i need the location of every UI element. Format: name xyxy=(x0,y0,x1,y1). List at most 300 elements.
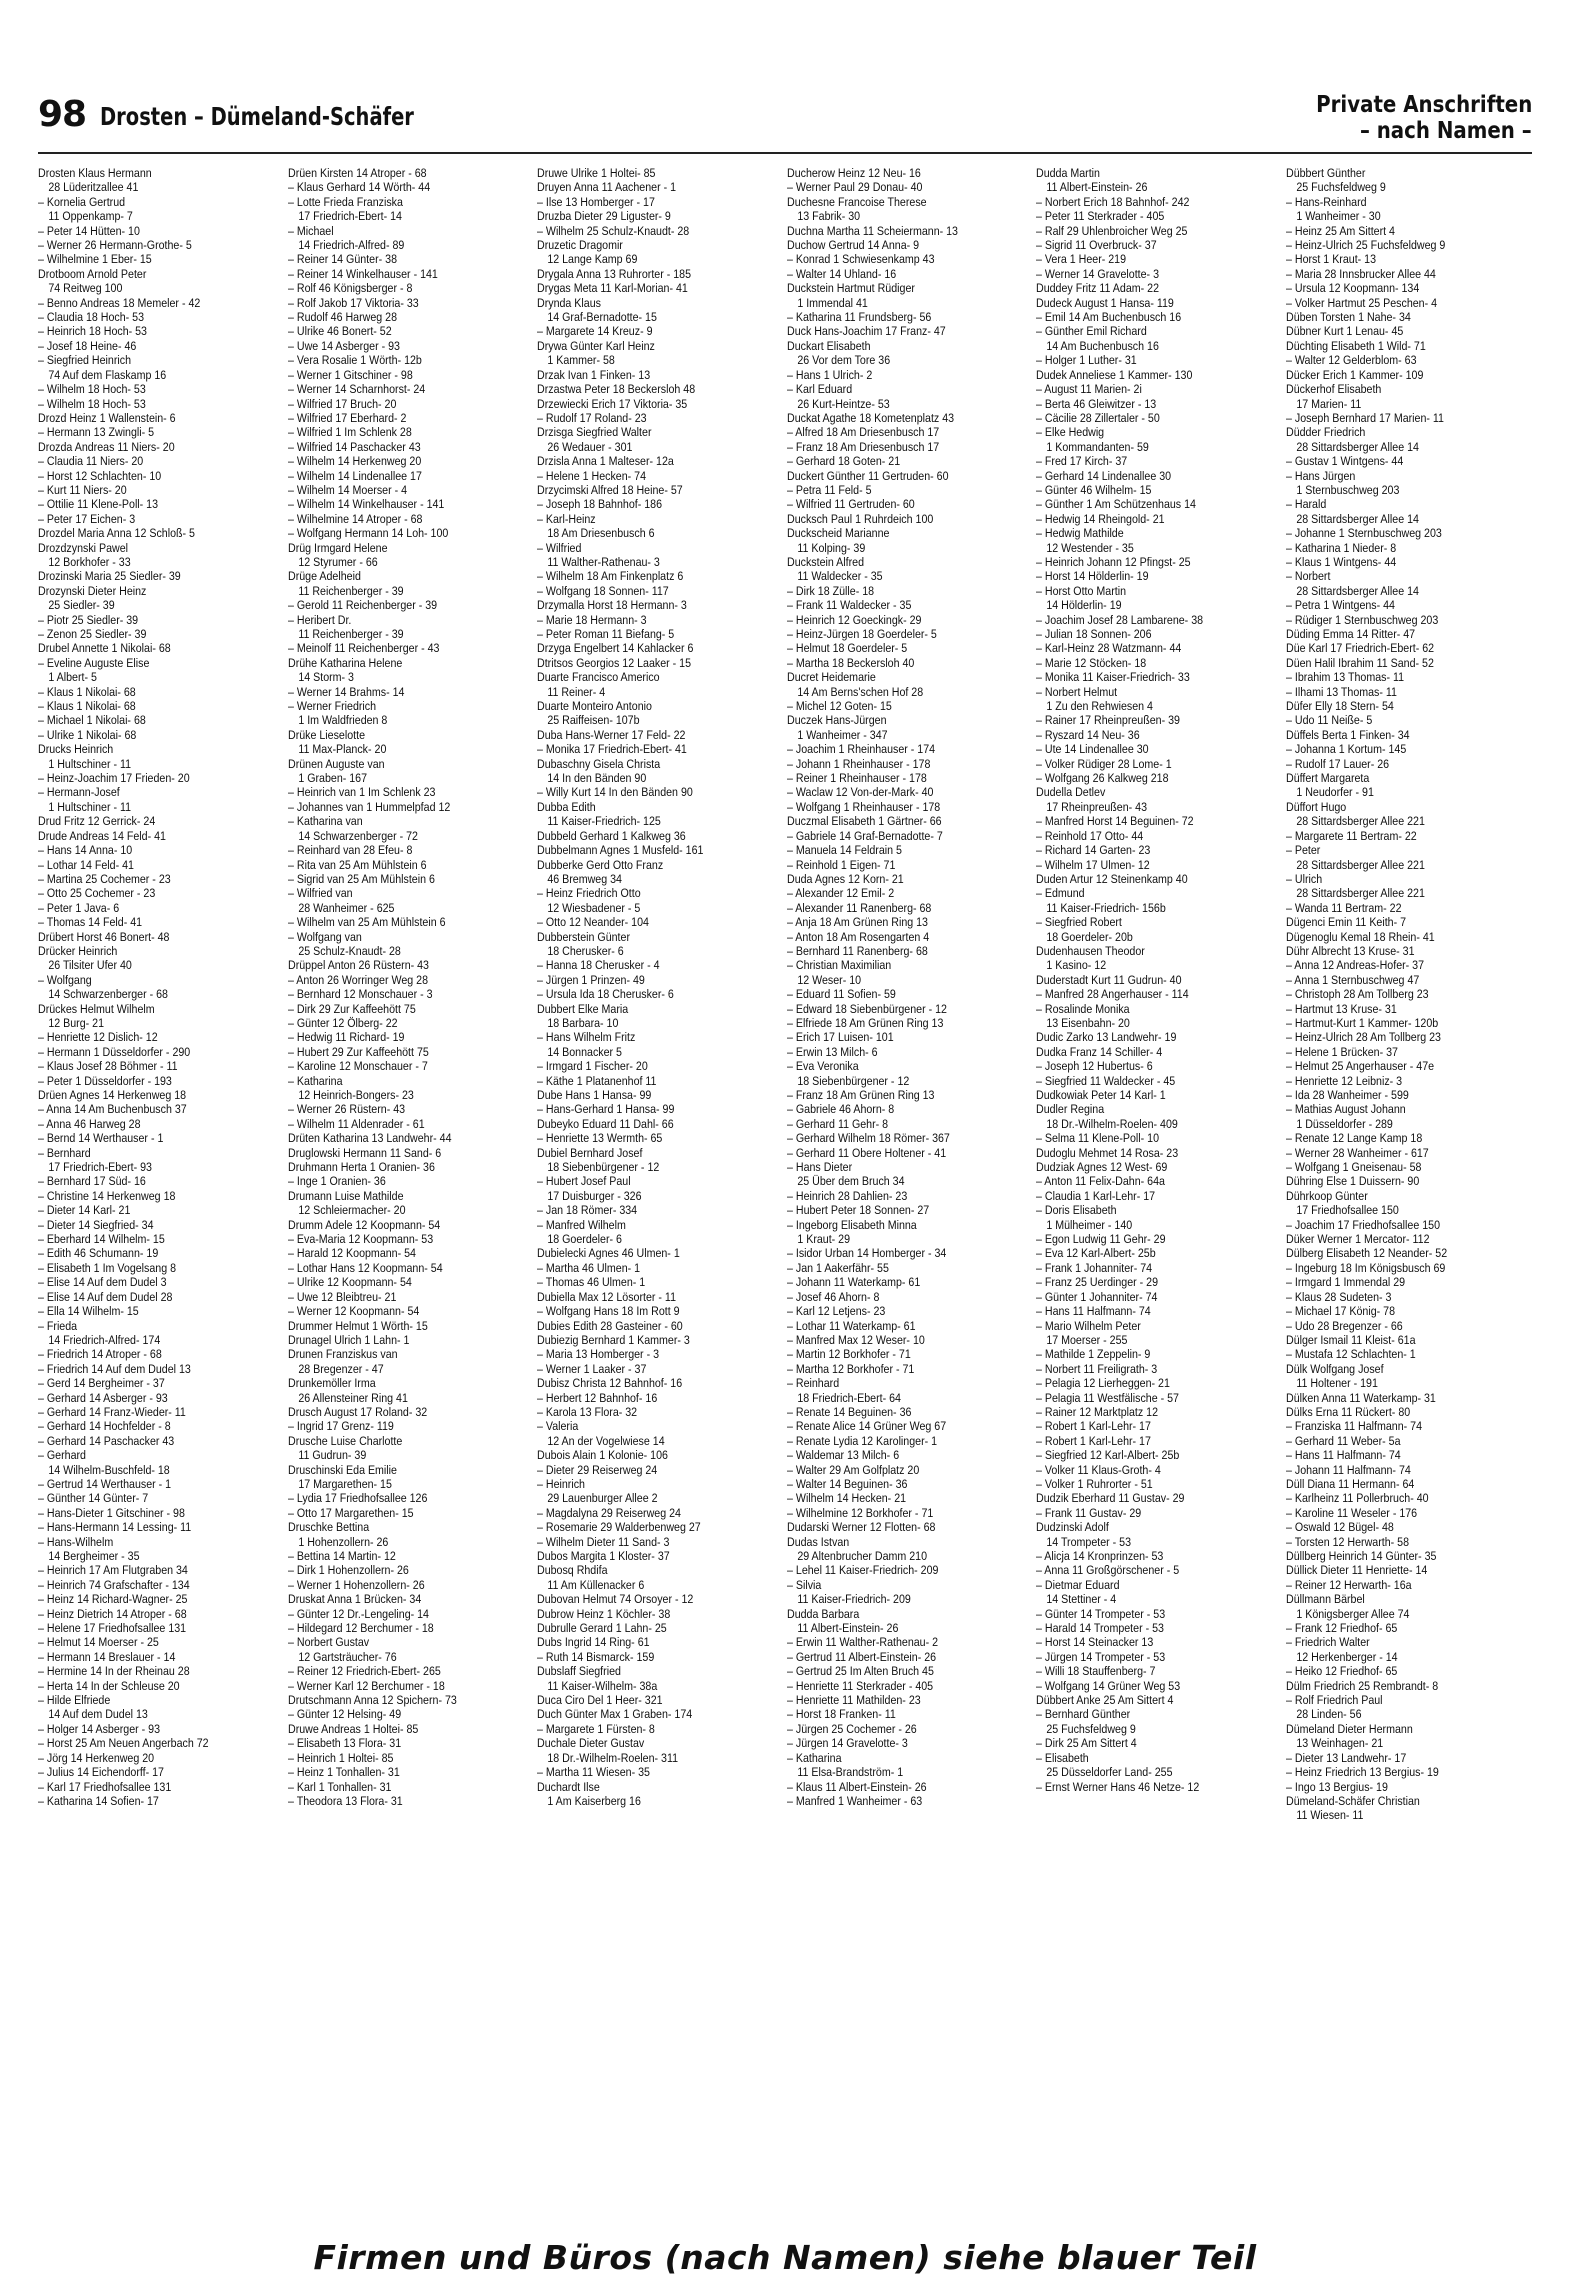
directory-line: – Ilse 13 Homberger - 17 xyxy=(537,194,656,209)
directory-line: Duczmal Elisabeth 1 Gärtner- 66 xyxy=(786,814,942,829)
directory-line: – Petra 1 Wintgens- 44 xyxy=(1285,598,1395,613)
directory-line: – Werner 28 Wanheimer - 617 xyxy=(1285,1145,1429,1160)
directory-line: – Lothar Hans 12 Koopmann- 54 xyxy=(287,1260,443,1275)
directory-line: 28 Bregenzer - 47 xyxy=(297,1361,384,1376)
directory-line: – Anna 12 Andreas-Hofer- 37 xyxy=(1285,958,1424,973)
directory-line: – Jan 18 Römer- 334 xyxy=(537,1203,638,1218)
directory-line: – Martin 12 Borkhofer - 71 xyxy=(786,1347,911,1362)
directory-line: – Eberhard 14 Wilhelm- 15 xyxy=(38,1232,165,1247)
directory-line: Dümeland-Schäfer Christian xyxy=(1285,1793,1420,1808)
directory-line: Duckstein Alfred xyxy=(786,554,864,569)
directory-line: – Henriette 11 Mathilden- 23 xyxy=(786,1693,921,1708)
directory-line: 12 An der Vogelwiese 14 xyxy=(547,1433,665,1448)
directory-line: Dudenhausen Theodor xyxy=(1036,943,1146,958)
directory-line: – Werner 14 Scharnhorst- 24 xyxy=(287,382,425,397)
directory-line: Dubrow Heinz 1 Köchler- 38 xyxy=(537,1606,671,1621)
directory-line: – Heinz Friedrich Otto xyxy=(537,886,641,901)
directory-line: 1 Mülheimer - 140 xyxy=(1046,1217,1133,1232)
directory-line: – Käthe 1 Platanenhof 11 xyxy=(537,1073,657,1088)
directory-line: – Wilhelm 18 Am Finkenplatz 6 xyxy=(537,569,684,584)
directory-line: 1 Zu den Rehwiesen 4 xyxy=(1046,699,1154,714)
directory-line: 1 Albert- 5 xyxy=(48,670,97,685)
directory-line: Dubovan Helmut 74 Orsoyer - 12 xyxy=(537,1592,694,1607)
directory-line: – Katharina 11 Frundsberg- 56 xyxy=(786,310,932,325)
directory-line: – Frank 11 Waldecker - 35 xyxy=(786,598,912,613)
directory-line: – Hubert 29 Zur Kaffeehött 75 xyxy=(287,1044,429,1059)
directory-line: – Harald 14 Trompeter - 53 xyxy=(1036,1621,1165,1636)
directory-line: – Hans Wilhelm Fritz xyxy=(537,1030,636,1045)
directory-line: – Wilhelm 14 Lindenallee 17 xyxy=(287,468,422,483)
directory-line: – Wilhelmine 12 Borkhofer - 71 xyxy=(786,1505,934,1520)
directory-line: – Friedrich 14 Atroper - 68 xyxy=(38,1347,162,1362)
directory-line: Druwe Ulrike 1 Holtei- 85 xyxy=(537,166,656,180)
directory-line: Druyen Anna 11 Aachener - 1 xyxy=(537,180,677,195)
directory-line: – Wilhelm 14 Winkelhauser - 141 xyxy=(287,497,444,512)
directory-line: Drozynski Dieter Heinz xyxy=(38,583,147,598)
directory-line: 11 Reichenberger - 39 xyxy=(297,583,404,598)
directory-line: – Michael 1 Nikolai- 68 xyxy=(38,713,146,728)
directory-line: – Walter 29 Am Golfplatz 20 xyxy=(786,1462,920,1477)
directory-line: 28 Lüderitzallee 41 xyxy=(48,180,139,195)
directory-line: – Manfred Horst 14 Beguinen- 72 xyxy=(1036,814,1194,829)
directory-line: – Christian Maximilian xyxy=(786,958,892,973)
directory-line: – Norbert xyxy=(1285,569,1331,584)
directory-line: – Helmut 14 Moerser - 25 xyxy=(38,1635,159,1650)
directory-line: 74 Auf dem Flaskamp 16 xyxy=(48,367,167,382)
directory-line: – Irmgard 1 Immendal 29 xyxy=(1285,1275,1406,1290)
directory-line: – Alfred 18 Am Driesenbusch 17 xyxy=(786,425,940,440)
directory-line: – Benno Andreas 18 Memeler - 42 xyxy=(38,295,201,310)
directory-line: 14 Friedrich-Alfred- 89 xyxy=(297,238,404,253)
directory-line: – Norbert 11 Freiligrath- 3 xyxy=(1036,1361,1158,1376)
directory-line: – Peter 17 Eichen- 3 xyxy=(38,511,136,526)
directory-line: – Edmund xyxy=(1036,886,1085,901)
directory-line: Dudziak Agnes 12 West- 69 xyxy=(1036,1160,1168,1175)
directory-line: – Silvia xyxy=(786,1577,822,1592)
directory-line: – Friedrich 14 Auf dem Dudel 13 xyxy=(38,1361,191,1376)
directory-line: – Heinrich 12 Goeckingk- 29 xyxy=(786,612,922,627)
directory-line: – Walter 14 Uhland- 16 xyxy=(786,266,896,281)
directory-line: Dudeck August 1 Hansa- 119 xyxy=(1036,295,1175,310)
directory-line: – Rosalinde Monika xyxy=(1036,1001,1130,1016)
directory-line: Dührkoop Günter xyxy=(1285,1188,1368,1203)
directory-line: Dügenoglu Kemal 18 Rhein- 41 xyxy=(1285,929,1435,944)
directory-line: 1 Kommandanten- 59 xyxy=(1046,439,1150,454)
directory-line: 1 Immendal 41 xyxy=(797,295,868,310)
directory-line: – Klaus 11 Albert-Einstein- 26 xyxy=(786,1779,927,1794)
directory-line: – Josef 18 Heine- 46 xyxy=(38,338,137,353)
directory-line: Drübert Horst 46 Bonert- 48 xyxy=(38,929,170,944)
directory-line: – Hans 11 Halfmann- 74 xyxy=(1036,1304,1152,1319)
directory-line: – Anna 1 Sternbuschweg 47 xyxy=(1285,972,1420,987)
directory-line: Drosten Klaus Hermann xyxy=(38,166,152,180)
directory-line: Dudda Martin xyxy=(1036,166,1101,180)
page-header xyxy=(38,86,1532,148)
directory-line: – Werner Paul 29 Donau- 40 xyxy=(786,180,923,195)
directory-line: 28 Sittardsberger Allee 14 xyxy=(1296,511,1419,526)
directory-line: – Gerold 11 Reichenberger - 39 xyxy=(287,598,437,613)
directory-line: – Martha 46 Ulmen- 1 xyxy=(537,1260,641,1275)
directory-line: – Manfred Max 12 Weser- 10 xyxy=(786,1332,925,1347)
directory-line: – Klaus 28 Sudeten- 3 xyxy=(1285,1289,1392,1304)
directory-line: – Gerhard 14 Asberger - 93 xyxy=(38,1390,168,1405)
directory-line: – Cäcilie 28 Zillertaler - 50 xyxy=(1036,410,1161,425)
directory-line: – Ingeborg Elisabeth Minna xyxy=(786,1217,917,1232)
directory-line: 12 Weser- 10 xyxy=(797,972,861,987)
directory-line: – Joseph 18 Bahnhof- 186 xyxy=(537,497,663,512)
directory-line: Düe Karl 17 Friedrich-Ebert- 62 xyxy=(1285,641,1435,656)
directory-line: – Norbert Erich 18 Bahnhof- 242 xyxy=(1036,194,1190,209)
directory-line: Dubosq Rhdifa xyxy=(537,1563,608,1578)
directory-line: – Hans Jürgen xyxy=(1285,468,1356,483)
directory-line: 1 Graben- 167 xyxy=(297,771,367,786)
directory-line: – Jörg 14 Herkenweg 20 xyxy=(38,1750,155,1765)
directory-line: Druschinski Eda Emilie xyxy=(287,1462,397,1477)
directory-line: Drucks Heinrich xyxy=(38,742,114,757)
directory-line: – Walter 14 Beguinen- 36 xyxy=(786,1476,908,1491)
directory-line: 14 Friedrich-Alfred- 174 xyxy=(48,1332,161,1347)
directory-line: – Horst 25 Am Neuen Angerbach 72 xyxy=(38,1736,209,1751)
directory-line: – Heinz-Ulrich 28 Am Tollberg 23 xyxy=(1285,1030,1441,1045)
directory-line: Duckert Günther 11 Gertruden- 60 xyxy=(786,468,949,483)
directory-line: – Dirk 1 Hohenzollern- 26 xyxy=(287,1563,409,1578)
directory-line: – Gertrud 11 Albert-Einstein- 26 xyxy=(786,1649,936,1664)
directory-line: – Joseph 12 Hubertus- 6 xyxy=(1036,1059,1154,1074)
directory-line: – Heinrich 17 Am Flutgraben 34 xyxy=(38,1563,188,1578)
directory-line: – Vera 1 Heer- 219 xyxy=(1036,252,1127,267)
directory-line: – Karoline 11 Weseler - 176 xyxy=(1285,1505,1418,1520)
directory-line: 12 Schleiermacher- 20 xyxy=(297,1203,406,1218)
directory-line: – Erwin 11 Walther-Rathenau- 2 xyxy=(786,1635,938,1650)
directory-line: – Heinz 1 Tonhallen- 31 xyxy=(287,1765,400,1780)
directory-line: – Peter 1 Java- 6 xyxy=(38,900,120,915)
directory-line: – Wilfried xyxy=(537,540,582,555)
directory-line: – Reiner 14 Winkelhauser - 141 xyxy=(287,266,438,281)
directory-line: – Helene 17 Friedhofsallee 131 xyxy=(38,1621,187,1636)
directory-line: – Lydia 17 Friedhofsallee 126 xyxy=(287,1491,428,1506)
directory-line: Drzisga Siegfried Walter xyxy=(537,425,652,440)
directory-line: – Rudolf 17 Lauer- 26 xyxy=(1285,756,1390,771)
directory-line: 18 Goerdeler- 6 xyxy=(547,1232,623,1247)
directory-line: Druzba Dieter 29 Liguster- 9 xyxy=(537,209,672,224)
directory-line: 25 Fuchsfeldweg 9 xyxy=(1296,180,1386,195)
directory-line: Dudella Detlev xyxy=(1036,785,1106,800)
directory-line: – Rainer 17 Rheinpreußen- 39 xyxy=(1036,713,1181,728)
directory-line: – Berta 46 Gleiwitzer - 13 xyxy=(1036,396,1157,411)
directory-line: – Hermann 14 Breslauer - 14 xyxy=(38,1649,176,1664)
directory-line: – Ottilie 11 Klene-Poll- 13 xyxy=(38,497,159,512)
directory-line: 26 Tilsiter Ufer 40 xyxy=(48,958,132,973)
directory-line: Dubberstein Günter xyxy=(537,929,631,944)
directory-line: – Franz 18 Am Driesenbusch 17 xyxy=(786,439,940,454)
directory-line: – Wolfgang Hermann 14 Loh- 100 xyxy=(287,526,448,541)
directory-line: 1 Kraut- 29 xyxy=(797,1232,850,1247)
directory-line: – Maria 13 Homberger - 3 xyxy=(537,1347,660,1362)
directory-line: 14 Schwarzenberger - 72 xyxy=(297,828,418,843)
directory-line: 17 Moerser - 255 xyxy=(1046,1332,1128,1347)
directory-line: – Horst 14 Steinacker 13 xyxy=(1036,1635,1154,1650)
directory-line: Drüen Kirsten 14 Atroper - 68 xyxy=(287,166,427,180)
directory-line: 18 Friedrich-Ebert- 64 xyxy=(797,1390,901,1405)
directory-line: – Willi 18 Stauffenberg- 7 xyxy=(1036,1664,1156,1679)
directory-line: – Klaus 1 Nikolai- 68 xyxy=(38,684,136,699)
directory-line: – Uwe 12 Bleibtreu- 21 xyxy=(287,1289,396,1304)
directory-line: – Mustafa 12 Schlachten- 1 xyxy=(1285,1347,1416,1362)
directory-line: – Wilfried 17 Eberhard- 2 xyxy=(287,410,407,425)
directory-line: 11 Kaiser-Friedrich- 209 xyxy=(797,1592,911,1607)
directory-line: – Heinz 25 Am Sittert 4 xyxy=(1285,223,1395,238)
directory-line: – Eva Veronika xyxy=(786,1059,859,1074)
directory-line: – Frank 1 Johanniter- 74 xyxy=(1036,1260,1153,1275)
directory-line: – Wolfgang van xyxy=(287,929,362,944)
directory-line: – Lothar 11 Waterkamp- 61 xyxy=(786,1318,916,1333)
directory-line: Dubs Ingrid 14 Ring- 61 xyxy=(537,1635,650,1650)
directory-line: – Werner 26 Hermann-Grothe- 5 xyxy=(38,238,192,253)
directory-line: Duckat Agathe 18 Kometenplatz 43 xyxy=(786,410,954,425)
directory-line: – Harald 12 Koopmann- 54 xyxy=(287,1246,416,1261)
directory-line: Duarte Francisco Americo xyxy=(537,670,660,685)
directory-line: 12 Westender - 35 xyxy=(1046,540,1135,555)
directory-line: – Elisabeth 13 Flora- 31 xyxy=(287,1736,401,1751)
directory-line: – Egon Ludwig 11 Gehr- 29 xyxy=(1036,1232,1166,1247)
directory-line: – Anton 18 Am Rosengarten 4 xyxy=(786,929,929,944)
directory-line: – Henriette 12 Leibniz- 3 xyxy=(1285,1073,1403,1088)
directory-line: Ducret Heidemarie xyxy=(786,670,876,685)
directory-line: – Irmgard 1 Fischer- 20 xyxy=(537,1059,648,1074)
directory-line: – Erwin 13 Milch- 6 xyxy=(786,1044,878,1059)
directory-line: – Heinz-Joachim 17 Frieden- 20 xyxy=(38,771,190,786)
directory-line: – Anna 14 Am Buchenbusch 37 xyxy=(38,1102,187,1117)
directory-line: Dübner Kurt 1 Lenau- 45 xyxy=(1285,324,1404,339)
directory-line: – Frieda xyxy=(38,1318,78,1333)
directory-line: Dubisz Christa 12 Bahnhof- 16 xyxy=(537,1376,683,1391)
directory-line: – Wilhelm 14 Hecken- 21 xyxy=(786,1491,906,1506)
directory-line: 1 Neudorfer - 91 xyxy=(1296,785,1374,800)
directory-line: – Ilhami 13 Thomas- 11 xyxy=(1285,684,1397,699)
directory-line: – Werner 1 Gitschiner - 98 xyxy=(287,367,413,382)
directory-line: Drühe Katharina Helene xyxy=(287,655,402,670)
directory-line: Duba Hans-Werner 17 Feld- 22 xyxy=(537,727,686,742)
directory-line: – Helene 1 Hecken- 74 xyxy=(537,468,647,483)
directory-line: – Anja 18 Am Grünen Ring 13 xyxy=(786,915,928,930)
directory-line: – Meinolf 11 Reichenberger - 43 xyxy=(287,641,440,656)
directory-line: – Dirk 29 Zur Kaffeehött 75 xyxy=(287,1001,416,1016)
directory-line: Dubaschny Gisela Christa xyxy=(537,756,661,771)
directory-line: Düllick Dieter 11 Henriette- 14 xyxy=(1285,1563,1428,1578)
directory-line: – Heinrich van 1 Im Schlenk 23 xyxy=(287,785,436,800)
directory-line: 25 Fuchsfeldweg 9 xyxy=(1046,1721,1137,1736)
directory-line: Düll Diana 11 Hermann- 64 xyxy=(1285,1476,1415,1491)
directory-line: – Holger 14 Asberger - 93 xyxy=(38,1721,161,1736)
directory-line: – Hans-Hermann 14 Lessing- 11 xyxy=(38,1520,192,1535)
directory-line: 25 Raiffeisen- 107b xyxy=(547,713,640,728)
directory-line: – Jürgen 14 Trompeter - 53 xyxy=(1036,1649,1166,1664)
directory-line: – Ralf 29 Uhlenbroicher Weg 25 xyxy=(1036,223,1188,238)
directory-line: – Horst 14 Hölderlin- 19 xyxy=(1036,569,1149,584)
header-subcategory: – nach Namen – xyxy=(1360,118,1532,144)
directory-line: – Hartmut 13 Kruse- 31 xyxy=(1285,1001,1397,1016)
directory-line: Dülk Wolfgang Josef xyxy=(1285,1361,1384,1376)
directory-line: 17 Friedrich-Ebert- 93 xyxy=(48,1160,152,1175)
directory-line: – Franz 25 Uerdinger - 29 xyxy=(1036,1275,1159,1290)
directory-line: – Franziska 11 Halfmann- 74 xyxy=(1285,1419,1422,1434)
directory-line: – Alicja 14 Kronprinzen- 53 xyxy=(1036,1549,1164,1563)
directory-line: – Gerd 14 Bergheimer - 37 xyxy=(38,1376,165,1391)
directory-line: – Volker 11 Klaus-Groth- 4 xyxy=(1036,1462,1162,1477)
directory-line: Dubiel Bernhard Josef xyxy=(537,1145,643,1160)
directory-line: – Wilfried 17 Bruch- 20 xyxy=(287,396,396,411)
directory-line: – Gertrud 25 Im Alten Bruch 45 xyxy=(786,1664,934,1679)
directory-line: – Horst 12 Schlachten- 10 xyxy=(38,468,162,483)
directory-line: 28 Sittardsberger Allee 14 xyxy=(1296,583,1419,598)
directory-line: – Heinrich 18 Hoch- 53 xyxy=(38,324,147,339)
directory-line: – Anton 11 Felix-Dahn- 64a xyxy=(1036,1174,1166,1189)
directory-line: 11 Kaiser-Friedrich- 125 xyxy=(547,814,662,829)
directory-line: – Ella 14 Wilhelm- 15 xyxy=(38,1304,139,1319)
directory-line: Düding Emma 14 Ritter- 47 xyxy=(1285,627,1416,641)
directory-line: 14 Stettiner - 4 xyxy=(1046,1592,1117,1607)
directory-line: Drozdel Maria Anna 12 Schloß- 5 xyxy=(38,526,195,541)
directory-line: 18 Dr.-Wilhelm-Roelen- 311 xyxy=(547,1750,679,1765)
directory-line: – Reiner 1 Rheinhauser - 178 xyxy=(786,771,927,786)
directory-line: – Wilhelm 17 Ulmen- 12 xyxy=(1036,857,1151,872)
directory-line: 11 Gudrun- 39 xyxy=(297,1448,366,1463)
directory-line: – Hermann 1 Düsseldorfer - 290 xyxy=(38,1044,191,1059)
directory-line: – Reinhold 17 Otto- 44 xyxy=(1036,828,1144,843)
directory-line: 13 Fabrik- 30 xyxy=(797,209,860,224)
directory-line: Dubberke Gerd Otto Franz xyxy=(537,857,664,872)
directory-line: – Ulrich xyxy=(1285,871,1323,886)
directory-line: Dtritsos Georgios 12 Laaker - 15 xyxy=(537,655,692,670)
directory-line: 14 In den Bänden 90 xyxy=(547,771,647,786)
directory-line: Drumm Adele 12 Koopmann- 54 xyxy=(287,1217,440,1232)
directory-line: – Wolfgang Hans 18 Im Rott 9 xyxy=(537,1304,680,1319)
directory-line: – Horst 18 Franken- 11 xyxy=(786,1707,896,1722)
directory-line: – Emil 14 Am Buchenbusch 16 xyxy=(1036,310,1182,325)
directory-line: 18 Cherusker- 6 xyxy=(547,943,624,958)
directory-line: – Fred 17 Kirch- 37 xyxy=(1036,454,1128,469)
directory-line: 18 Siebenbürgener - 12 xyxy=(547,1160,660,1175)
directory-line: – Hans 1 Ulrich- 2 xyxy=(786,367,873,382)
directory-line: – Inge 1 Oranien- 36 xyxy=(287,1174,386,1189)
directory-line: 11 Elsa-Brandström- 1 xyxy=(797,1765,903,1780)
directory-line: 17 Margarethen- 15 xyxy=(297,1476,392,1491)
directory-line: Düffort Hugo xyxy=(1285,799,1347,814)
directory-line: Drozd Heinz 1 Wallenstein- 6 xyxy=(38,410,176,425)
directory-line: Dubos Margita 1 Kloster- 37 xyxy=(537,1549,670,1563)
directory-line: – Gustav 1 Wintgens- 44 xyxy=(1285,454,1404,469)
directory-line: – Wilhelm 18 Hoch- 53 xyxy=(38,396,146,411)
directory-line: Duch Günter Max 1 Graben- 174 xyxy=(537,1707,693,1722)
directory-line: – Hermann-Josef xyxy=(38,785,120,800)
directory-line: – Siegfried 11 Waldecker - 45 xyxy=(1036,1073,1176,1088)
directory-line: 14 Bonnacker 5 xyxy=(547,1044,623,1059)
directory-line: – Ryszard 14 Neu- 36 xyxy=(1036,727,1141,742)
directory-line: Duchesne Francoise Therese xyxy=(786,194,927,209)
directory-line: Dubeyko Eduard 11 Dahl- 66 xyxy=(537,1116,674,1131)
directory-line: 12 Herkenberger - 14 xyxy=(1296,1649,1398,1664)
directory-line: Drüke Lieselotte xyxy=(287,727,365,742)
directory-line: – Hans-Dieter 1 Gitschiner - 98 xyxy=(38,1505,185,1520)
directory-line: – Heinrich 74 Grafschafter - 134 xyxy=(38,1577,190,1592)
directory-line: – Mathilde 1 Zeppelin- 9 xyxy=(1036,1347,1151,1362)
directory-line: – Martina 25 Cochemer - 23 xyxy=(38,871,171,886)
directory-line: Dubiella Max 12 Lösorter - 11 xyxy=(537,1289,677,1304)
directory-line: – Gerhard 11 Gehr- 8 xyxy=(786,1116,888,1131)
directory-line: – Joseph Bernhard 17 Marien- 11 xyxy=(1285,410,1444,425)
directory-line: – Helene 1 Brücken- 37 xyxy=(1285,1044,1398,1059)
directory-line: – Otto 25 Cochemer - 23 xyxy=(38,886,156,901)
directory-line: – Jan 1 Aakerfähr- 55 xyxy=(786,1260,889,1275)
directory-line: – Ruth 14 Bismarck- 159 xyxy=(537,1649,655,1664)
directory-line: – Günther 1 Am Schützenhaus 14 xyxy=(1036,497,1197,512)
directory-line: – Rita van 25 Am Mühlstein 6 xyxy=(287,857,427,872)
directory-line: 14 Graf-Bernadotte- 15 xyxy=(547,310,658,325)
directory-line: 14 Am Berns'schen Hof 28 xyxy=(797,684,923,699)
directory-line: – Elfriede 18 Am Grünen Ring 13 xyxy=(786,1015,944,1030)
directory-line: – Hermine 14 In der Rheinau 28 xyxy=(38,1664,190,1679)
directory-line: – Horst Otto Martin xyxy=(1036,583,1127,598)
directory-line: Düllmann Bärbel xyxy=(1285,1592,1365,1607)
directory-line: – Gerhard 11 Obere Holtener - 41 xyxy=(786,1145,946,1160)
directory-line: – Wilfried 14 Paschacker 43 xyxy=(287,439,421,454)
directory-line: – Manfred 28 Angerhauser - 114 xyxy=(1036,987,1190,1002)
directory-line: Dudka Franz 14 Schiller- 4 xyxy=(1036,1044,1163,1059)
directory-line: Dube Hans 1 Hansa- 99 xyxy=(537,1088,652,1102)
directory-line: – Isidor Urban 14 Homberger - 34 xyxy=(786,1246,947,1261)
directory-line: – Zenon 25 Siedler- 39 xyxy=(38,627,147,641)
directory-line: – Udo 28 Bregenzer - 66 xyxy=(1285,1318,1403,1333)
directory-line: – Valeria xyxy=(537,1419,579,1434)
directory-line: – Wolfgang xyxy=(38,972,92,987)
directory-line: – Gabriele 14 Graf-Bernadotte- 7 xyxy=(786,828,943,843)
directory-line: 11 Albert-Einstein- 26 xyxy=(1046,180,1148,195)
directory-line: – Heinrich 28 Dahlien- 23 xyxy=(786,1188,908,1203)
directory-line: – Henriette 13 Wermth- 65 xyxy=(537,1131,663,1146)
directory-line: Dubielecki Agnes 46 Ulmen- 1 xyxy=(537,1246,680,1261)
directory-line: 29 Lauenburger Allee 2 xyxy=(547,1491,658,1506)
directory-line: – Wilhelm 18 Hoch- 53 xyxy=(38,382,146,397)
directory-line: – Claudia 1 Karl-Lehr- 17 xyxy=(1036,1188,1156,1203)
directory-line: 14 Trompeter - 53 xyxy=(1046,1534,1132,1549)
directory-line: – Rolf 46 Königsberger - 8 xyxy=(287,281,412,296)
directory-line: – Hedwig 11 Richard- 19 xyxy=(287,1030,405,1045)
directory-line: Dubrulle Gerard 1 Lahn- 25 xyxy=(537,1621,667,1636)
directory-line: Dückerhof Elisabeth xyxy=(1285,382,1382,397)
directory-line: 11 Kolping- 39 xyxy=(797,540,866,555)
directory-line: – Ursula Ida 18 Cherusker- 6 xyxy=(537,987,675,1002)
directory-line: 12 Styrumer - 66 xyxy=(297,554,378,569)
directory-line: – Heinz Friedrich 13 Bergius- 19 xyxy=(1285,1765,1439,1780)
directory-line: Duczek Hans-Jürgen xyxy=(786,713,887,728)
directory-line: Düker Werner 1 Mercator- 112 xyxy=(1285,1232,1430,1247)
directory-line: – Ute 14 Lindenallee 30 xyxy=(1036,742,1149,757)
directory-line: 28 Sittardsberger Allee 221 xyxy=(1296,814,1425,829)
directory-line: Drzastwa Peter 18 Beckersloh 48 xyxy=(537,382,696,397)
directory-line: – Wilfried van xyxy=(287,886,353,901)
directory-line: – Bernhard xyxy=(38,1145,91,1160)
directory-line: – Hedwig Mathilde xyxy=(1036,526,1125,541)
directory-line: – Elisabeth 1 Im Vogelsang 8 xyxy=(38,1260,177,1275)
directory-line: Drücker Heinrich xyxy=(38,943,118,958)
directory-line: – Günther 14 Günter- 7 xyxy=(38,1491,149,1506)
directory-line: Duden Artur 12 Steinenkamp 40 xyxy=(1036,871,1189,886)
directory-line: – Karl 1 Tonhallen- 31 xyxy=(287,1779,392,1794)
directory-line: – Eva 12 Karl-Albert- 25b xyxy=(1036,1246,1157,1261)
directory-line: Dubslaff Siegfried xyxy=(537,1664,622,1679)
directory-line: 26 Vor dem Tore 36 xyxy=(797,353,890,368)
directory-line: 26 Kurt-Heintze- 53 xyxy=(797,396,890,411)
